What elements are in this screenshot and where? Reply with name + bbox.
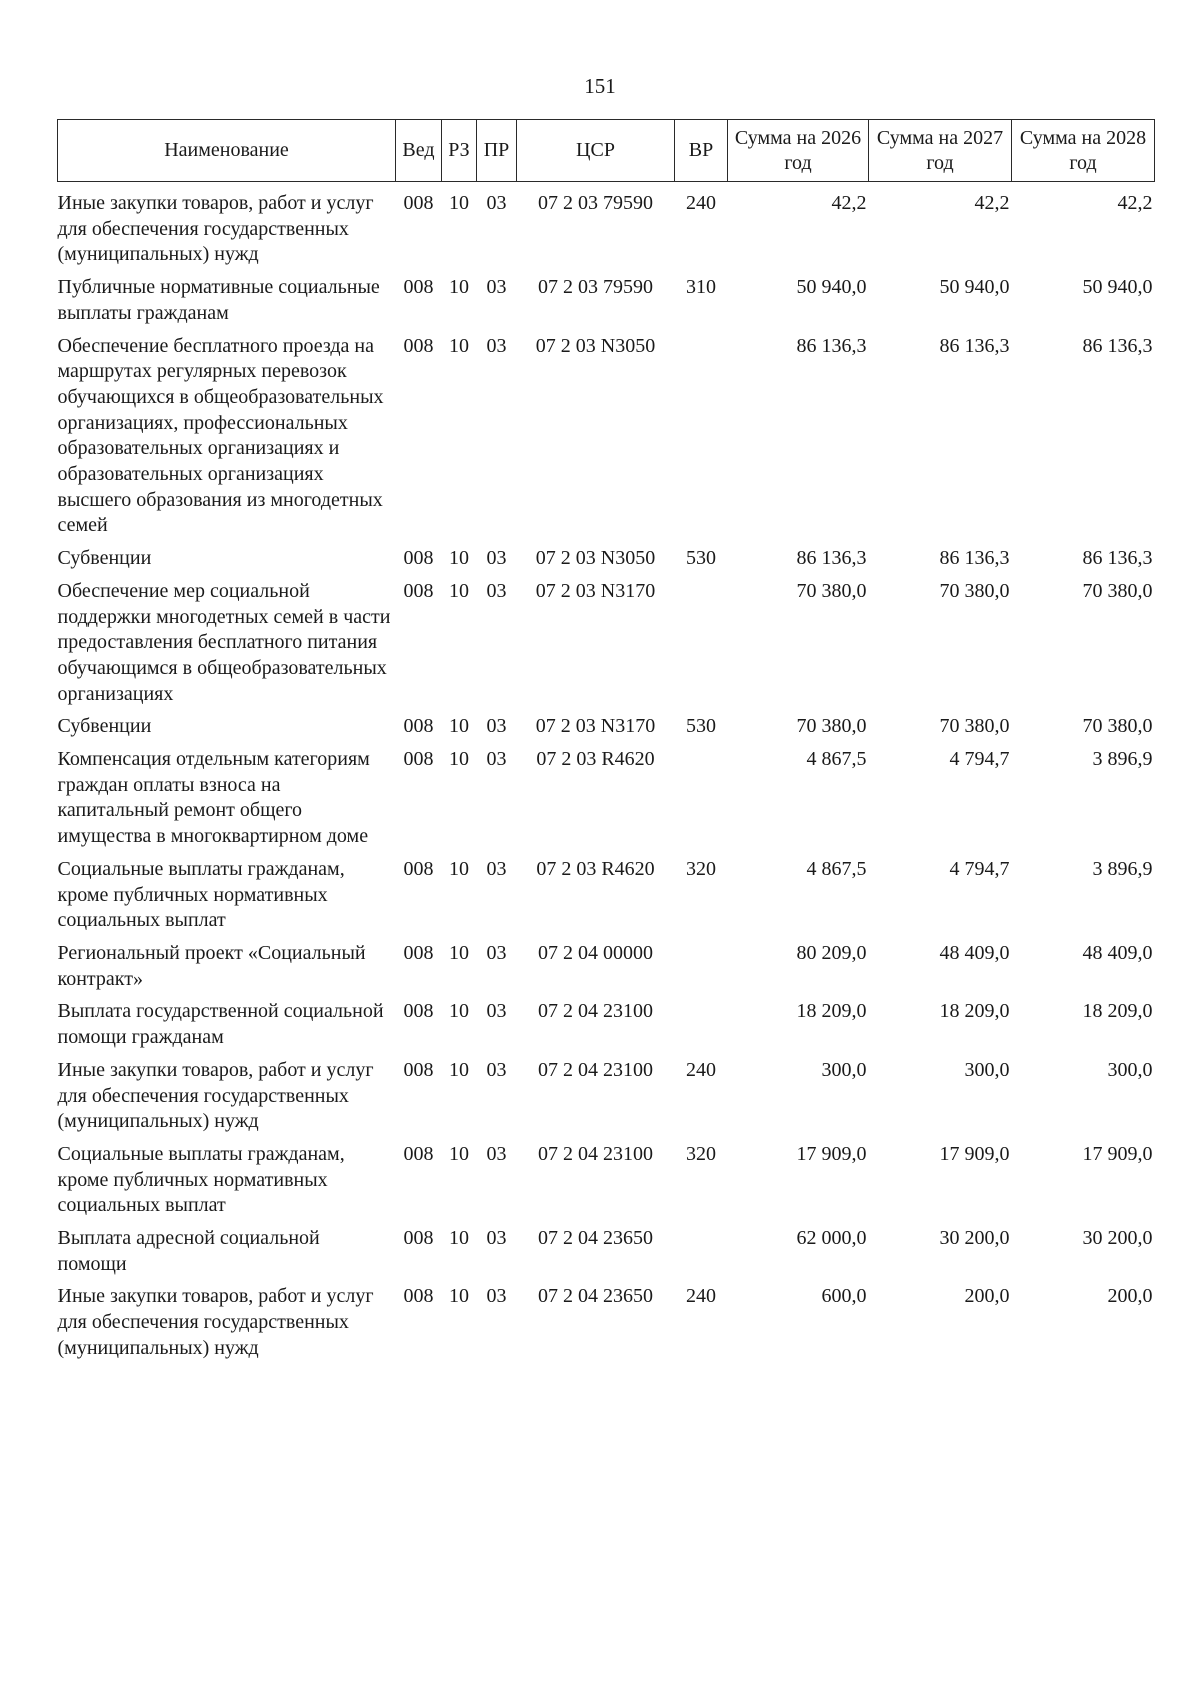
cell-sum-2027: 30 200,0 — [939, 1227, 1010, 1250]
cell-sum-2026: 50 940,0 — [796, 276, 867, 299]
cell-pr: 03 — [486, 334, 507, 357]
cell-csr: 07 2 04 00000 — [538, 941, 653, 964]
cell-sum-2027: 48 409,0 — [939, 941, 1010, 964]
table-row — [58, 1282, 1155, 1366]
cell-name: Обеспечение бесплатного проезда на маршрутах регулярных перевозок обучающихся в общеобразовательных организациях, профессиональных образовательных организациях и образовательных организациях высшего образования из многодетных семей — [57, 334, 384, 537]
cell-vr: 240 — [686, 192, 716, 214]
cell-pr: 03 — [486, 941, 507, 964]
cell-vr: 530 — [686, 547, 716, 570]
table-row — [58, 1056, 1155, 1140]
cell-sum-2027: 300,0 — [964, 1058, 1010, 1081]
cell-csr: 07 2 04 23100 — [538, 1058, 653, 1081]
cell-ved: 008 — [403, 1285, 434, 1308]
header-rz: РЗ — [442, 120, 477, 182]
cell-sum-2027: 18 209,0 — [939, 1000, 1010, 1023]
table-row — [58, 712, 1155, 745]
table-row — [58, 332, 1155, 545]
cell-vr: 320 — [686, 857, 716, 880]
cell-rz: 10 — [449, 715, 469, 738]
cell-rz: 10 — [449, 547, 469, 570]
cell-pr: 03 — [486, 1058, 507, 1081]
cell-pr: 03 — [486, 1142, 507, 1165]
cell-vr: 240 — [686, 1058, 716, 1081]
cell-csr: 07 2 04 23650 — [538, 1227, 653, 1250]
cell-csr: 07 2 04 23100 — [538, 1000, 653, 1023]
cell-vr: 240 — [686, 1285, 716, 1308]
cell-pr: 03 — [486, 547, 507, 570]
cell-name: Иные закупки товаров, работ и услуг для обеспечения государственных (муниципальных) нужд — [57, 1285, 374, 1359]
cell-name: Субвенции — [57, 715, 152, 738]
cell-csr: 07 2 03 R4620 — [536, 748, 655, 771]
cell-name: Социальные выплаты гражданам, кроме публичных нормативных социальных выплат — [57, 1142, 345, 1217]
cell-csr: 07 2 04 23650 — [538, 1285, 653, 1308]
cell-sum-2028: 300,0 — [1107, 1058, 1153, 1081]
cell-vr — [675, 332, 728, 545]
cell-sum-2027: 17 909,0 — [939, 1142, 1010, 1165]
cell-sum-2026: 70 380,0 — [796, 715, 867, 738]
cell-vr — [675, 1224, 728, 1282]
cell-vr — [675, 577, 728, 713]
cell-sum-2028: 48 409,0 — [1082, 941, 1153, 964]
cell-sum-2028: 3 896,9 — [1092, 857, 1153, 880]
header-sum-2027: Сумма на 2027 год — [869, 120, 1012, 182]
cell-rz: 10 — [449, 1227, 469, 1250]
cell-pr: 03 — [486, 857, 507, 880]
cell-pr: 03 — [486, 715, 507, 738]
cell-sum-2026: 600,0 — [821, 1285, 867, 1308]
cell-name: Обеспечение мер социальной поддержки многодетных семей в части предоставления бесплатного питания обучающимся в общеобразовательных организациях — [57, 579, 391, 705]
cell-rz: 10 — [449, 1058, 469, 1081]
cell-pr: 03 — [486, 579, 507, 602]
cell-sum-2026: 86 136,3 — [796, 334, 867, 357]
table-row — [58, 577, 1155, 713]
cell-sum-2028: 42,2 — [1117, 192, 1153, 214]
cell-sum-2028: 17 909,0 — [1082, 1142, 1153, 1165]
cell-ved: 008 — [403, 1058, 434, 1081]
table-row — [58, 997, 1155, 1055]
table-row — [58, 1140, 1155, 1224]
cell-sum-2028: 30 200,0 — [1082, 1227, 1153, 1250]
cell-ved: 008 — [403, 1142, 434, 1165]
cell-csr: 07 2 04 23100 — [538, 1142, 653, 1165]
cell-rz: 10 — [449, 579, 469, 602]
table-row — [58, 855, 1155, 939]
cell-ved: 008 — [403, 748, 434, 771]
table-row — [58, 1224, 1155, 1282]
cell-name: Социальные выплаты гражданам, кроме публичных нормативных социальных выплат — [57, 857, 345, 932]
cell-name: Компенсация отдельным категориям граждан оплаты взноса на капитальный ремонт общего имущества в многоквартирном доме — [57, 748, 370, 848]
cell-csr: 07 2 03 N3050 — [535, 547, 656, 570]
table-row — [58, 182, 1155, 274]
cell-csr: 07 2 03 N3170 — [535, 715, 656, 738]
cell-sum-2027: 70 380,0 — [939, 715, 1010, 738]
cell-rz: 10 — [449, 941, 469, 964]
cell-pr: 03 — [486, 1000, 507, 1023]
cell-sum-2027: 42,2 — [974, 192, 1010, 214]
cell-ved: 008 — [403, 547, 434, 570]
budget-table — [57, 119, 1155, 1367]
cell-ved: 008 — [403, 715, 434, 738]
cell-sum-2027: 200,0 — [964, 1285, 1010, 1308]
cell-csr: 07 2 03 79590 — [538, 192, 653, 214]
cell-rz: 10 — [449, 192, 469, 214]
cell-sum-2026: 86 136,3 — [796, 547, 867, 570]
table-row — [58, 273, 1155, 331]
cell-csr: 07 2 03 N3050 — [535, 334, 656, 357]
table-body — [58, 182, 1155, 1367]
cell-name: Субвенции — [57, 547, 152, 570]
cell-sum-2026: 62 000,0 — [796, 1227, 867, 1250]
cell-sum-2026: 80 209,0 — [796, 941, 867, 964]
cell-ved: 008 — [403, 1227, 434, 1250]
cell-sum-2026: 42,2 — [831, 192, 867, 214]
cell-pr: 03 — [486, 748, 507, 771]
cell-ved: 008 — [403, 334, 434, 357]
cell-rz: 10 — [449, 334, 469, 357]
cell-sum-2026: 70 380,0 — [796, 579, 867, 602]
header-row — [58, 120, 1155, 182]
cell-name: Региональный проект «Социальный контракт» — [57, 941, 366, 990]
header-sum-2028: Сумма на 2028 год — [1012, 120, 1155, 182]
cell-rz: 10 — [449, 276, 469, 299]
header-name: Наименование — [58, 120, 396, 182]
cell-sum-2027: 4 794,7 — [949, 857, 1010, 880]
cell-rz: 10 — [449, 1285, 469, 1308]
cell-csr: 07 2 03 N3170 — [535, 579, 656, 602]
cell-pr: 03 — [486, 1227, 507, 1250]
cell-sum-2027: 70 380,0 — [939, 579, 1010, 602]
cell-pr: 03 — [486, 1285, 507, 1308]
cell-sum-2027: 86 136,3 — [939, 334, 1010, 357]
cell-ved: 008 — [403, 276, 434, 299]
header-ved: Вед — [396, 120, 442, 182]
cell-name: Иные закупки товаров, работ и услуг для обеспечения государственных (муниципальных) нужд — [57, 1058, 374, 1133]
cell-rz: 10 — [449, 748, 469, 771]
cell-sum-2026: 300,0 — [821, 1058, 867, 1081]
cell-vr — [675, 745, 728, 855]
cell-rz: 10 — [449, 857, 469, 880]
table-row — [58, 939, 1155, 997]
cell-pr: 03 — [486, 276, 507, 299]
page-number: 151 — [584, 74, 616, 98]
cell-sum-2026: 17 909,0 — [796, 1142, 867, 1165]
table-row — [58, 544, 1155, 577]
cell-sum-2028: 86 136,3 — [1082, 334, 1153, 357]
cell-sum-2028: 70 380,0 — [1082, 715, 1153, 738]
cell-ved: 008 — [403, 1000, 434, 1023]
cell-name: Иные закупки товаров, работ и услуг для обеспечения государственных (муниципальных) нужд — [57, 192, 374, 266]
cell-sum-2026: 4 867,5 — [806, 857, 867, 880]
cell-name: Выплата государственной социальной помощи гражданам — [57, 1000, 384, 1049]
cell-sum-2026: 4 867,5 — [806, 748, 867, 771]
cell-name: Публичные нормативные социальные выплаты гражданам — [57, 276, 380, 324]
cell-vr: 320 — [686, 1142, 716, 1165]
cell-csr: 07 2 03 R4620 — [536, 857, 655, 880]
cell-sum-2028: 200,0 — [1107, 1285, 1153, 1308]
cell-sum-2027: 50 940,0 — [939, 276, 1010, 299]
header-csr: ЦСР — [517, 120, 675, 182]
cell-rz: 10 — [449, 1142, 469, 1165]
table-row — [58, 745, 1155, 855]
cell-ved: 008 — [403, 857, 434, 880]
cell-vr: 530 — [686, 715, 716, 738]
cell-sum-2028: 86 136,3 — [1082, 547, 1153, 570]
cell-ved: 008 — [403, 192, 434, 214]
cell-vr — [675, 939, 728, 997]
cell-sum-2027: 86 136,3 — [939, 547, 1010, 570]
cell-vr: 310 — [686, 276, 716, 299]
cell-sum-2028: 70 380,0 — [1082, 579, 1153, 602]
cell-name: Выплата адресной социальной помощи — [57, 1227, 320, 1275]
cell-pr: 03 — [486, 192, 507, 214]
header-vr: ВР — [675, 120, 728, 182]
cell-rz: 10 — [449, 1000, 469, 1023]
cell-sum-2028: 18 209,0 — [1082, 1000, 1153, 1023]
cell-sum-2028: 3 896,9 — [1092, 748, 1153, 771]
cell-ved: 008 — [403, 579, 434, 602]
cell-sum-2028: 50 940,0 — [1082, 276, 1153, 299]
cell-ved: 008 — [403, 941, 434, 964]
header-pr: ПР — [477, 120, 517, 182]
cell-csr: 07 2 03 79590 — [538, 276, 653, 299]
cell-sum-2027: 4 794,7 — [949, 748, 1010, 771]
header-sum-2026: Сумма на 2026 год — [728, 120, 869, 182]
cell-sum-2026: 18 209,0 — [796, 1000, 867, 1023]
cell-vr — [675, 997, 728, 1055]
